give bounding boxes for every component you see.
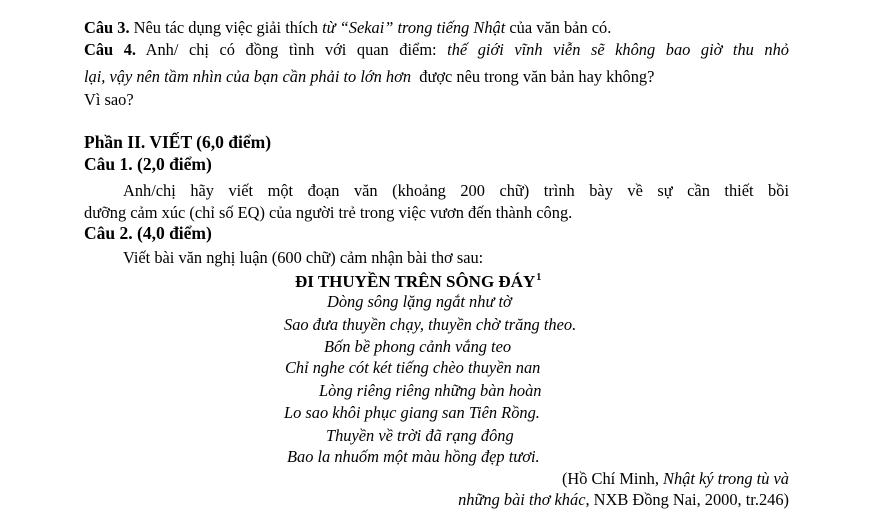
writing-question-2-heading: Câu 2. (4,0 điểm): [84, 223, 212, 243]
poem-line: Sao đưa thuyền chạy, thuyền chờ trăng theo.: [284, 315, 577, 334]
part-2-heading: Phần II. VIẾT (6,0 điểm): [84, 132, 272, 152]
writing-question-1-line-1: Anh/chị hãy viết một đoạn văn (khoảng 200 chữ) trình bày về sự cần thiết bồi: [123, 181, 789, 200]
poem-line: Lo sao khôi phục giang san Tiên Rồng.: [284, 403, 540, 422]
poem-source-line-1: (Hồ Chí Minh, Nhật ký trong tù và: [561, 469, 789, 488]
poem-line: Bao la nhuốm một màu hồng đẹp tươi.: [287, 447, 540, 466]
poem-line: Dòng sông lặng ngắt như tờ: [327, 292, 512, 311]
writing-question-1-line-2: dưỡng cảm xúc (chỉ số EQ) của người trẻ trong việc vươn đến thành công.: [84, 203, 573, 222]
question-4-line-3: Vì sao?: [84, 90, 134, 109]
poem-line: Bốn bề phong cảnh vắng teo: [324, 337, 512, 356]
footnote-marker: 1: [536, 272, 542, 283]
question-3: Câu 3. Nêu tác dụng việc giải thích từ “Sekai” trong tiếng Nhật của văn bản có.: [84, 18, 612, 37]
poem-title: ĐI THUYỀN TRÊN SÔNG ĐÁY$^1$: [295, 272, 542, 291]
poem-line: Thuyền về trời đã rạng đông: [326, 426, 514, 445]
question-4-line-1: Câu 4. Anh/ chị có đồng tình với quan điểm: thế giới vĩnh viễn sẽ không bao giờ thu nhỏ: [84, 40, 789, 59]
writing-question-1-heading: Câu 1. (2,0 điểm): [84, 154, 212, 174]
poem-line: Lòng riêng riêng những bàn hoàn: [319, 381, 542, 400]
poem-source-line-2: những bài thơ khác, NXB Đồng Nai, 2000, tr.246): [458, 490, 789, 509]
question-4-line-2: lại, vậy nên tầm nhìn của bạn cần phải to lớn hơn được nêu trong văn bản hay không?: [84, 67, 655, 86]
poem-line: Chỉ nghe cót két tiếng chèo thuyền nan: [285, 358, 541, 377]
writing-question-2-prompt: Viết bài văn nghị luận (600 chữ) cảm nhận bài thơ sau:: [123, 248, 484, 267]
